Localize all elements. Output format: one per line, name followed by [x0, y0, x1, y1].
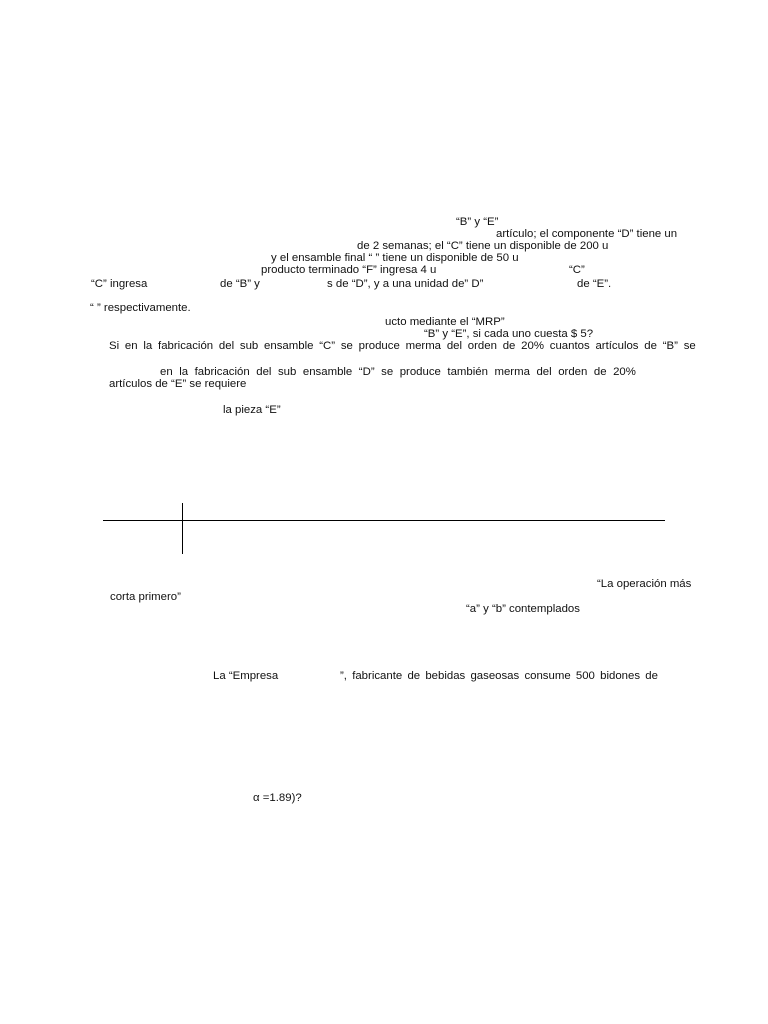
word: bebidas — [425, 670, 466, 682]
text-fragment: de “E”. — [577, 278, 612, 290]
word: se — [683, 340, 696, 352]
justified-line — [340, 671, 658, 682]
word: del — [536, 366, 552, 378]
text-fragment: ucto mediante el “MRP” — [385, 316, 505, 328]
word: de — [502, 340, 516, 352]
word: fabricante — [352, 670, 403, 682]
text-fragment: “C” ingresa — [91, 278, 148, 290]
text-fragment: “B” y “E” — [456, 216, 499, 228]
word: orden — [467, 340, 497, 352]
table-rule-horizontal — [103, 520, 665, 521]
word: ”, — [340, 670, 347, 682]
word: ensamble — [264, 340, 314, 352]
text-fragment: la pieza “E” — [223, 404, 281, 416]
text-fragment: y el ensamble final “ ” tiene un disponible de 50 u — [271, 252, 519, 264]
word: merma — [494, 366, 530, 378]
text-fragment: de “B” y — [220, 278, 260, 290]
word: consume — [524, 670, 571, 682]
word: orden — [558, 366, 588, 378]
text-fragment: producto terminado “F” ingresa 4 u — [261, 264, 437, 276]
text-fragment: “ ” respectivamente. — [90, 302, 191, 314]
word: se — [340, 340, 353, 352]
word: 20% — [521, 340, 544, 352]
word: de — [407, 670, 421, 682]
text-fragment: corta primero” — [110, 591, 181, 603]
word: 20% — [613, 366, 636, 378]
word: también — [447, 366, 488, 378]
word: de — [644, 340, 657, 352]
word: del — [446, 340, 463, 352]
word: 500 — [575, 670, 595, 682]
word: cuantos — [549, 340, 590, 352]
table-rule-vertical — [182, 503, 183, 554]
word: “B” — [662, 340, 678, 352]
text-fragment: de 2 semanas; el “C” tiene un disponible de 200 u — [357, 240, 609, 252]
text-fragment: artículos de “E” se requiere — [109, 378, 247, 390]
text-fragment: “B” y “E”, si cada uno cuesta $ 5? — [424, 328, 594, 340]
word: sub — [239, 340, 259, 352]
word: Si — [109, 340, 120, 352]
word: “C” — [319, 340, 336, 352]
word: de — [593, 366, 607, 378]
word: produce — [399, 366, 441, 378]
word: ensamble — [302, 366, 353, 378]
word: de — [645, 670, 658, 682]
word: en — [124, 340, 138, 352]
word: fabricación — [158, 340, 214, 352]
text-fragment: “a” y “b” contemplados — [466, 603, 580, 615]
word: la — [179, 366, 189, 378]
word: gaseosas — [470, 670, 520, 682]
justified-line — [109, 341, 696, 352]
word: fabricación — [194, 366, 250, 378]
word: la — [143, 340, 153, 352]
text-fragment: “La operación más — [597, 578, 692, 590]
word: produce — [358, 340, 400, 352]
text-fragment: s de “D”, y a una unidad de” D” — [327, 278, 484, 290]
word: sub — [277, 366, 297, 378]
text-fragment: α =1.89)? — [253, 792, 302, 804]
text-fragment: “C” — [569, 264, 585, 276]
word: bidones — [600, 670, 641, 682]
word: del — [256, 366, 272, 378]
word: artículos — [595, 340, 639, 352]
word: del — [218, 340, 235, 352]
word: se — [381, 366, 394, 378]
word: “D” — [358, 366, 375, 378]
word: merma — [405, 340, 442, 352]
justified-line — [160, 367, 636, 378]
word: en — [160, 366, 173, 378]
text-fragment: La “Empresa — [213, 670, 279, 682]
text-fragment: artículo; el componente “D” tiene un — [496, 228, 678, 240]
